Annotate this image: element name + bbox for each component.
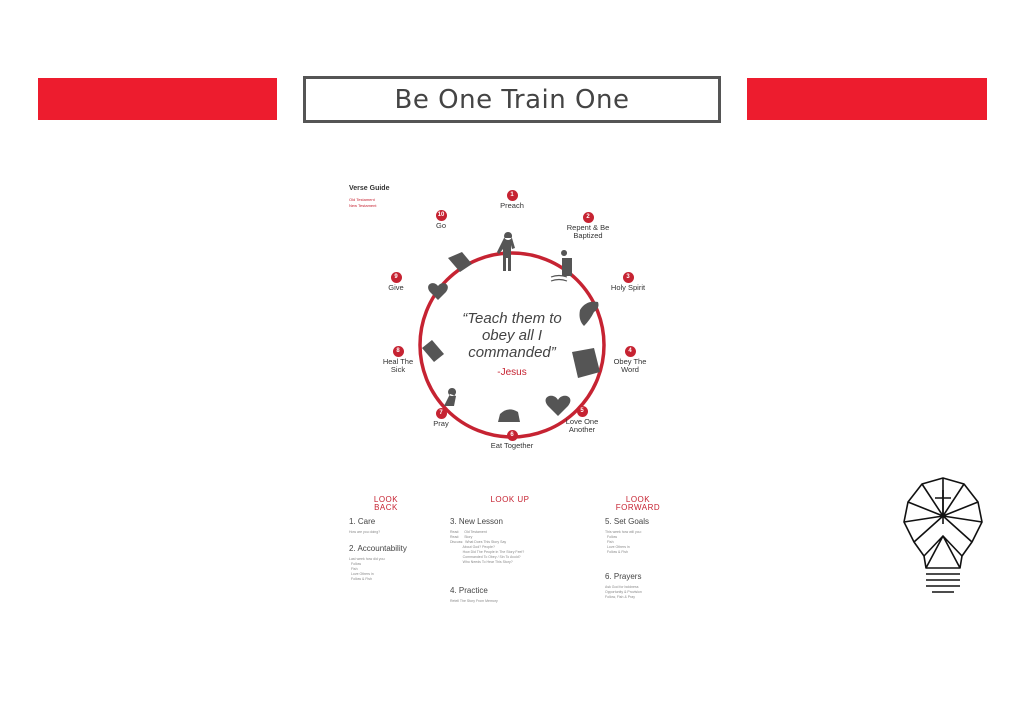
- page-title: Be One Train One: [394, 84, 630, 115]
- baptism-icon: [561, 250, 572, 276]
- practice-text: Retell The Story From Memory: [450, 599, 498, 603]
- practice-title: 4. Practice: [450, 586, 488, 595]
- step-9: [378, 272, 414, 292]
- step-2: [562, 212, 614, 240]
- step-number: 8: [393, 346, 404, 357]
- new-lesson-text: Read: Old Testament Read: Story Discuss: What Does This Story Say About God? People? How Did The People in The Story Feel? Commanded To Obey / Sin To Avoid? Who Needs To Hear This Story?: [450, 530, 525, 564]
- look-up-heading: LOOK UP: [490, 495, 530, 504]
- prayers-title: 6. Prayers: [605, 572, 642, 581]
- step-number: 4: [625, 346, 636, 357]
- step-label: Holy Spirit: [610, 283, 646, 292]
- step-5: [558, 406, 606, 434]
- lightbulb-logo-icon: [902, 476, 984, 598]
- center-quote: “Teach them to obey all I commanded”: [462, 310, 562, 361]
- step-label: Heal The Sick: [382, 357, 414, 374]
- step-number: 9: [391, 272, 402, 283]
- step-label: Give: [388, 283, 404, 292]
- step-6: [488, 430, 536, 450]
- bowl-icon: [498, 409, 520, 422]
- right-red-bar: [747, 78, 987, 120]
- step-number: 7: [436, 408, 447, 419]
- water-icon: [551, 276, 567, 282]
- new-lesson-title: 3. New Lesson: [450, 517, 503, 526]
- step-label: Go: [435, 221, 446, 230]
- set-goals-text: This week how will you: Follow Fish Love Others in Follow & Fish: [605, 530, 642, 554]
- step-number: 5: [577, 406, 588, 417]
- set-goals-title: 5. Set Goals: [605, 517, 650, 526]
- step-label: Love One Another: [565, 417, 599, 434]
- care-text: How are you doing?: [349, 530, 381, 534]
- step-10: [426, 210, 456, 230]
- discipleship-poster: [340, 180, 685, 610]
- step-1: [490, 190, 534, 210]
- verse-guide-line: Old Testament: [349, 197, 375, 202]
- step-label: Pray: [433, 419, 449, 428]
- accountability-title: 2. Accountability: [349, 544, 407, 553]
- accountability-text: Last week how did you: Follow Fish Love Others in Follow & Fish: [349, 557, 386, 581]
- verse-guide-line: New Testament: [349, 203, 377, 208]
- step-label: Eat Together: [490, 441, 534, 450]
- step-number: 1: [507, 190, 518, 201]
- title-box: [303, 76, 721, 123]
- step-label: Obey The Word: [613, 357, 647, 374]
- bible-icon: [572, 348, 600, 378]
- step-label: Preach: [500, 201, 524, 210]
- step-3: [608, 272, 648, 292]
- step-8: [378, 346, 418, 374]
- go-shoe-icon: [448, 252, 472, 272]
- step-7: [424, 408, 458, 428]
- step-4: [610, 346, 650, 374]
- dove-icon: [580, 302, 599, 326]
- quote-attribution: -Jesus: [497, 367, 527, 378]
- step-number: 6: [507, 430, 518, 441]
- look-forward-heading: LOOK FORWARD: [615, 495, 661, 512]
- care-title: 1. Care: [349, 517, 376, 526]
- give-heart-icon: [428, 283, 448, 300]
- prayers-text: Ask God for boldness Opportunity & Provision Follow, Fish & Pray: [605, 585, 642, 599]
- bandage-icon: [422, 340, 444, 362]
- verse-guide-title: Verse Guide: [349, 185, 390, 192]
- step-number: 10: [436, 210, 447, 221]
- pray-icon: [444, 388, 456, 406]
- look-back-heading: LOOK BACK: [373, 495, 399, 512]
- step-label: Repent & Be Baptized: [566, 223, 610, 240]
- step-number: 2: [583, 212, 594, 223]
- step-number: 3: [623, 272, 634, 283]
- left-red-bar: [38, 78, 277, 120]
